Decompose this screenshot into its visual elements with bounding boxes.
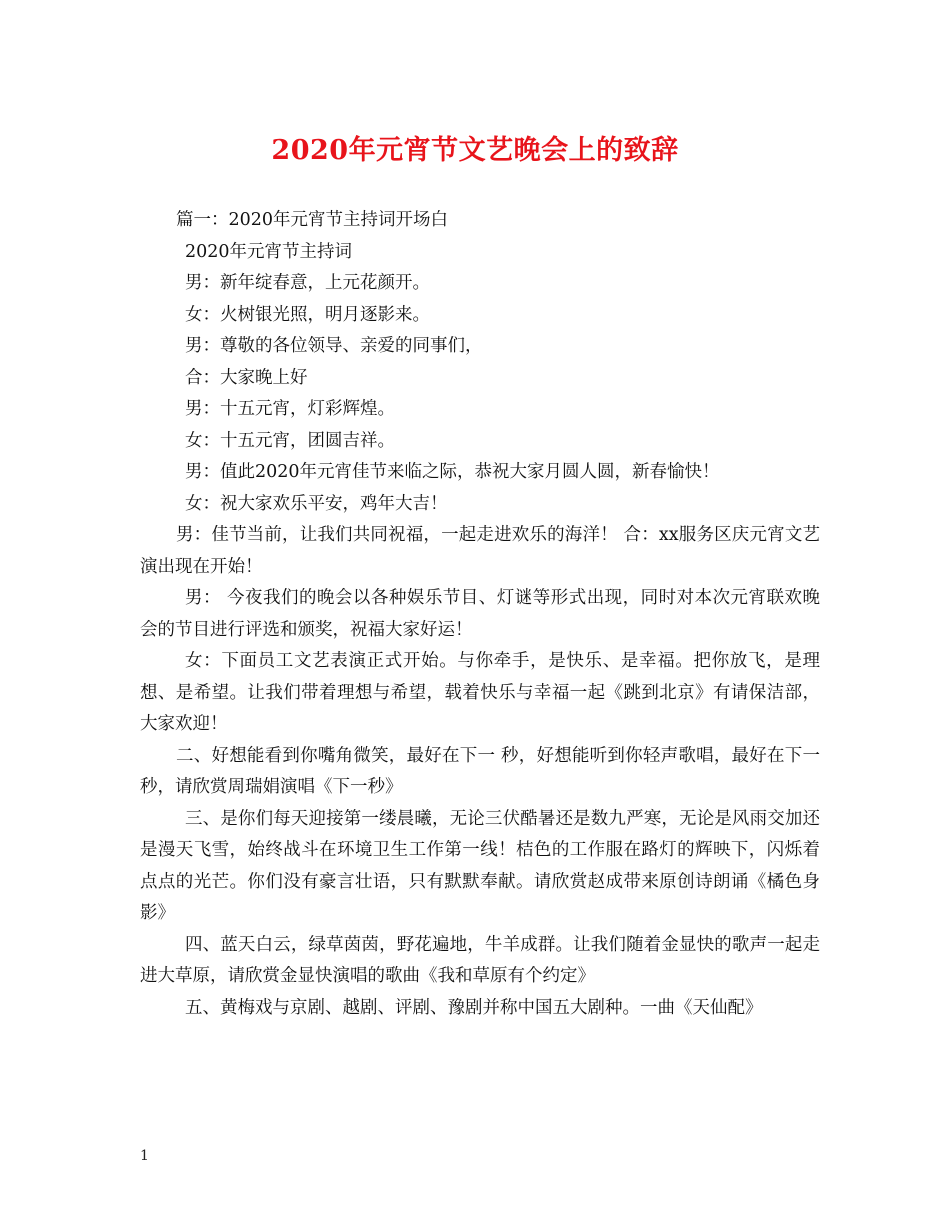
paragraph: 四、蓝天白云，绿草茵茵，野花遍地，牛羊成群。让我们随着金显快的歌声一起走进大草原，请欣赏金显快演唱的歌曲《我和草原有个约定》 bbox=[140, 934, 820, 986]
document-body bbox=[140, 205, 820, 1024]
document-title: 2020年元宵节文艺晚会上的致辞 bbox=[271, 135, 679, 166]
paragraph: 二、好想能看到你嘴角微笑，最好在下一 秒，好想能听到你轻声歌唱，最好在下一秒，请欣赏周瑞娟演唱《下一秒》 bbox=[140, 745, 820, 797]
paragraph: 男： 今夜我们的晚会以各种娱乐节目、灯谜等形式出现，同时对本次元宵联欢晚会的节目进行评选和颁奖，祝福大家好运！ bbox=[140, 588, 820, 640]
paragraph: 男：佳节当前，让我们共同祝福，一起走进欢乐的海洋！ 合：xx服务区庆元宵文艺演出现在开始！ bbox=[140, 525, 820, 577]
paragraph: 三、是你们每天迎接第一缕晨曦，无论三伏酷暑还是数九严寒，无论是风雨交加还是漫天飞雪，始终战斗在环境卫生工作第一线！桔色的工作服在路灯的辉映下，闪烁着点点的光芒。你们没有豪言壮语，只有默默奉献。请欣赏赵成带来原创诗朗诵《橘色身影》 bbox=[140, 808, 820, 923]
paragraph: 合：大家晚上好 bbox=[185, 367, 308, 388]
paragraph: 篇一：2020年元宵节主持词开场白 bbox=[176, 210, 449, 230]
paragraph: 男：十五元宵，灯彩辉煌。 bbox=[185, 399, 395, 419]
paragraph: 女：火树银光照，明月逐影来。 bbox=[185, 304, 430, 325]
paragraph: 女：祝大家欢乐平安，鸡年大吉！ bbox=[185, 493, 448, 514]
paragraph: 男：尊敬的各位领导、亲爱的同事们， bbox=[185, 336, 483, 356]
paragraph: 女：下面员工文艺表演正式开始。与你牵手，是快乐、是幸福。把你放飞，是理想、是希望。让我们带着理想与希望，载着快乐与幸福一起《跳到北京》有请保洁部，大家欢迎！ bbox=[140, 651, 820, 734]
paragraph: 男：值此2020年元宵佳节来临之际，恭祝大家月圆人圆，新春愉快！ bbox=[185, 462, 720, 482]
paragraph: 男：新年绽春意，上元花颜开。 bbox=[185, 273, 430, 293]
paragraph: 2020年元宵节主持词 bbox=[185, 241, 353, 262]
paragraph: 五、黄梅戏与京剧、越剧、评剧、豫剧并称中国五大剧种。一曲《天仙配》 bbox=[185, 997, 763, 1018]
paragraph: 女：十五元宵，团圆吉祥。 bbox=[185, 430, 395, 451]
page-number: 1 bbox=[140, 1148, 149, 1164]
